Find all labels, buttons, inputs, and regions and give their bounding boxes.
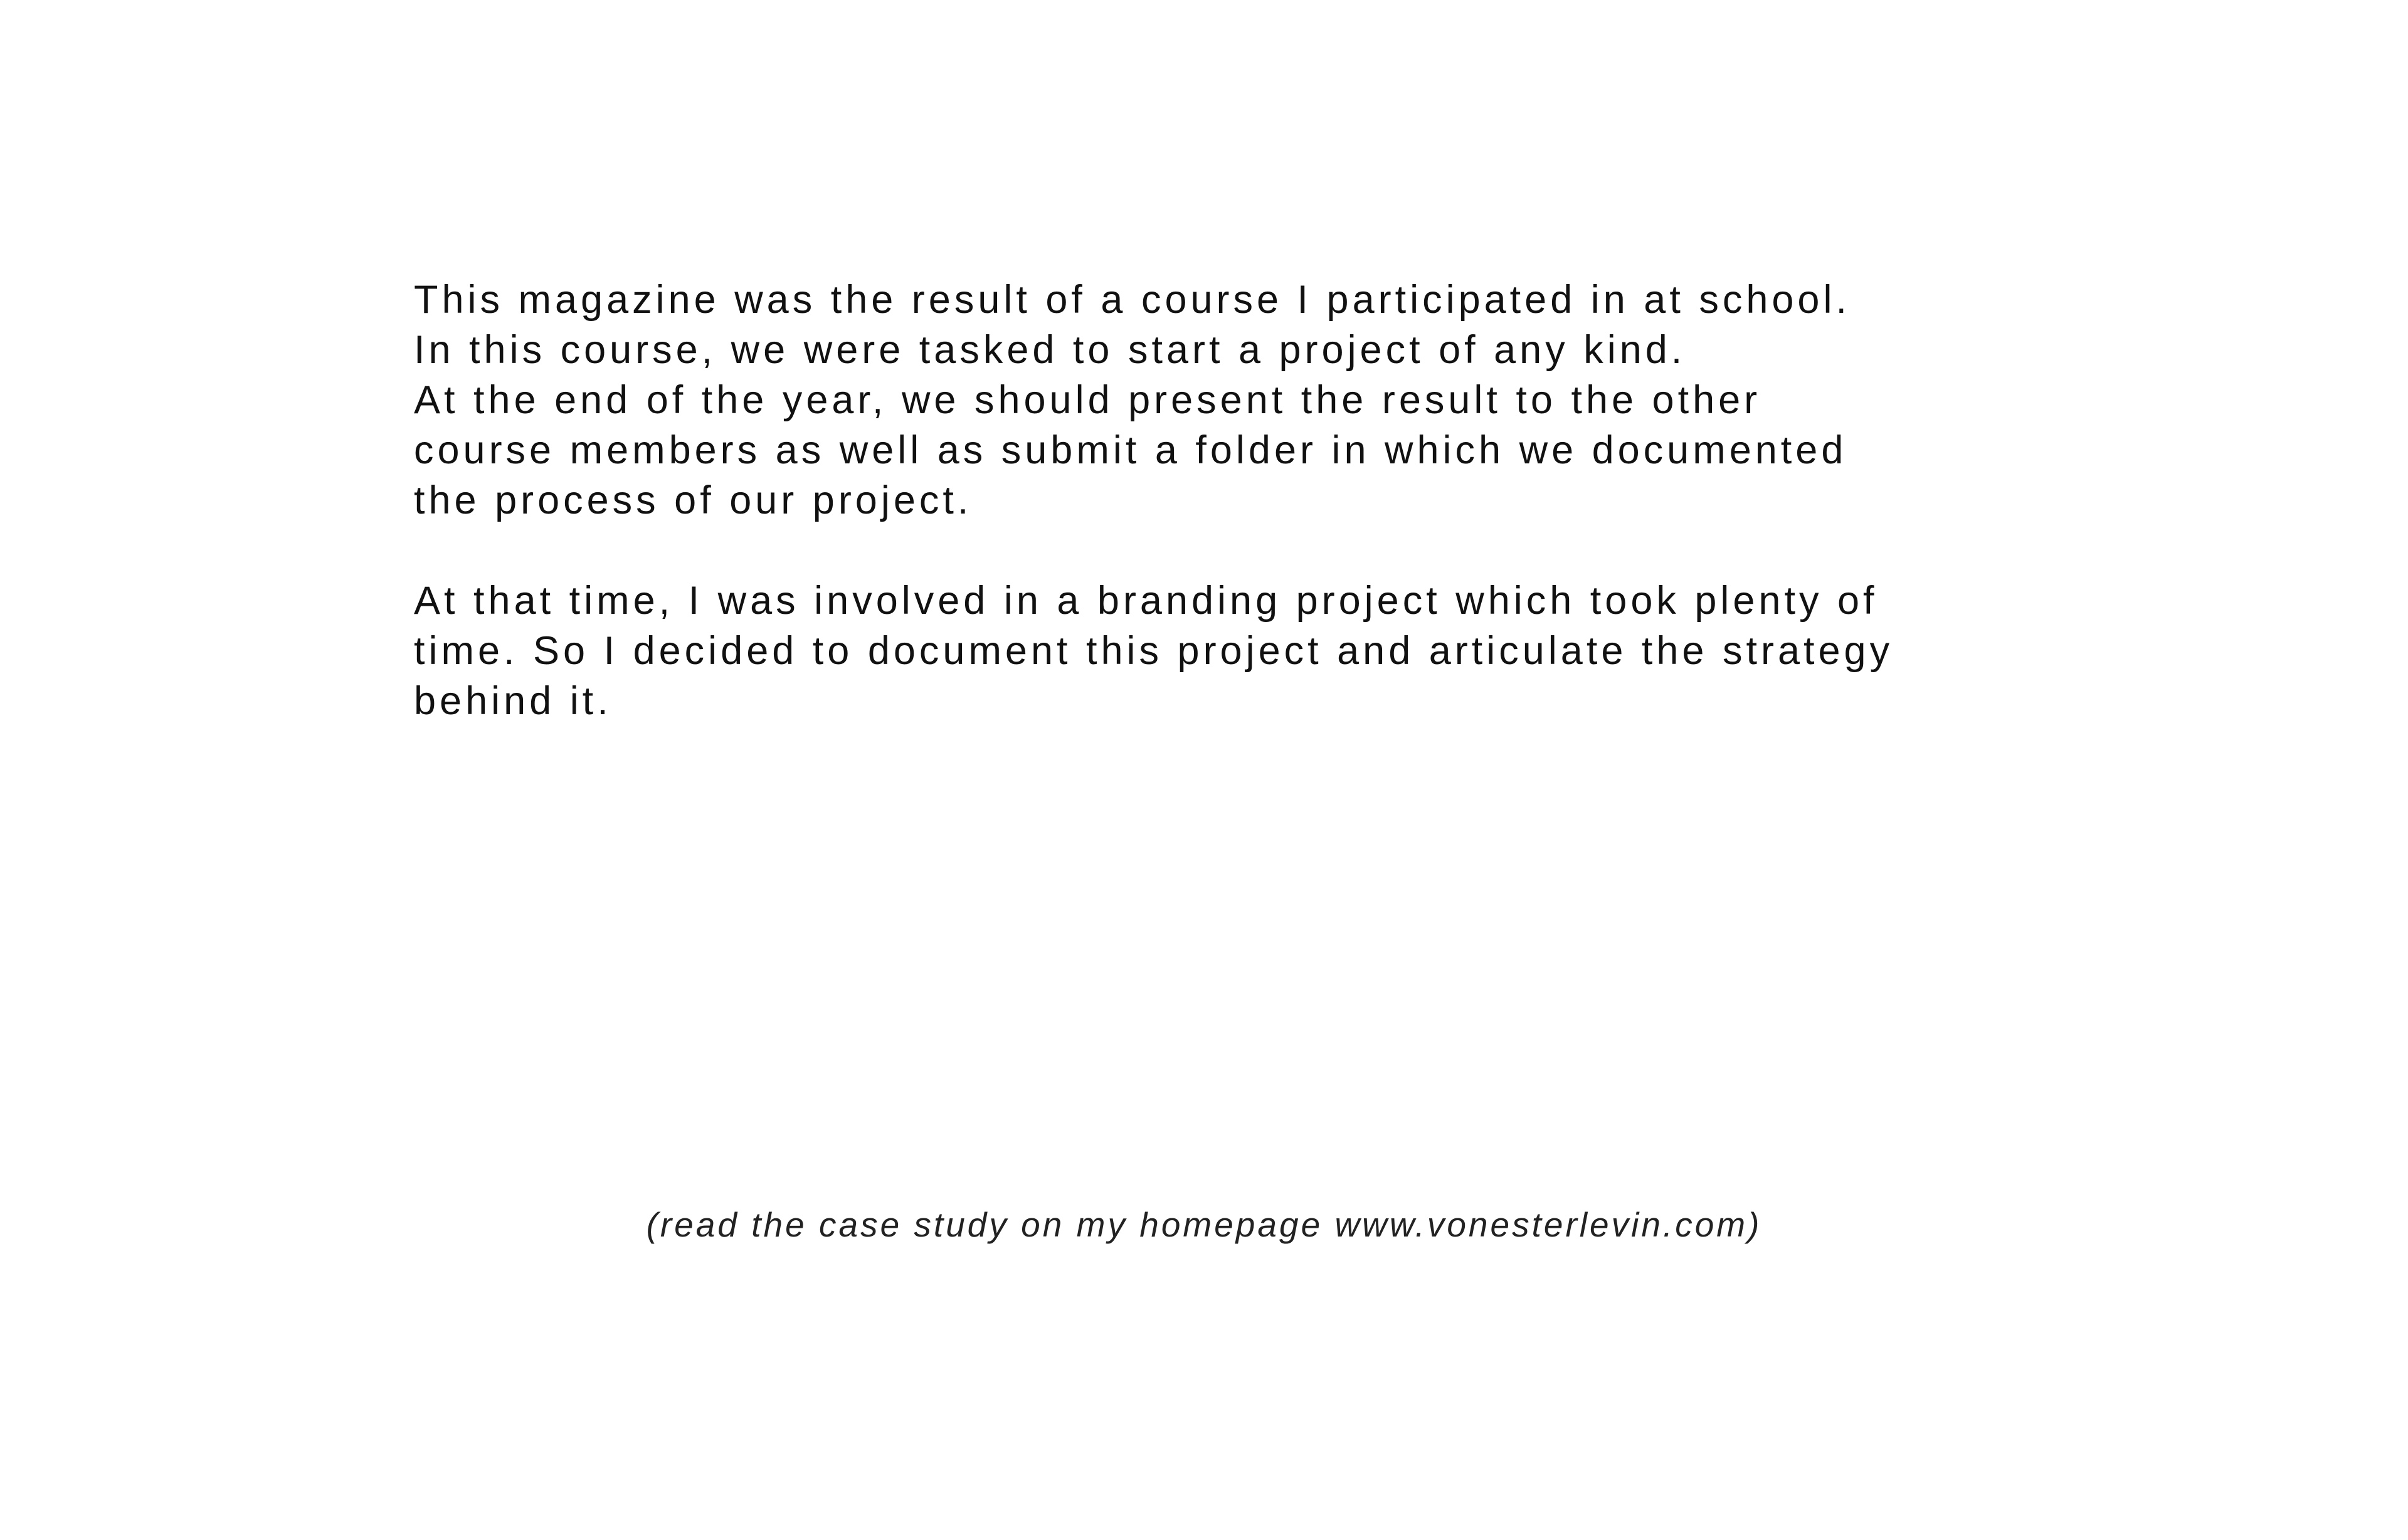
text-line: the process of our project. (414, 478, 973, 522)
text-line: course members as well as submit a folder in which we documented (414, 428, 1847, 472)
paragraph-course (414, 275, 2107, 525)
text-line: In this course, we were tasked to start a project of any kind. (414, 328, 1686, 372)
paragraph-branding (414, 576, 2107, 726)
text-line: At the end of the year, we should present the result to the other (414, 378, 1761, 422)
text-line: This magazine was the result of a course I participated in at school. (414, 278, 1851, 322)
case-study-footnote: (read the case study on my homepage www.vonesterlevin.com) (646, 1205, 1762, 1244)
text-line: time. So I decided to document this project and articulate the strategy (414, 629, 1894, 673)
text-line: At that time, I was involved in a branding project which took plenty of (414, 579, 1878, 623)
body-text (414, 275, 2107, 726)
text-line: behind it. (414, 679, 612, 723)
